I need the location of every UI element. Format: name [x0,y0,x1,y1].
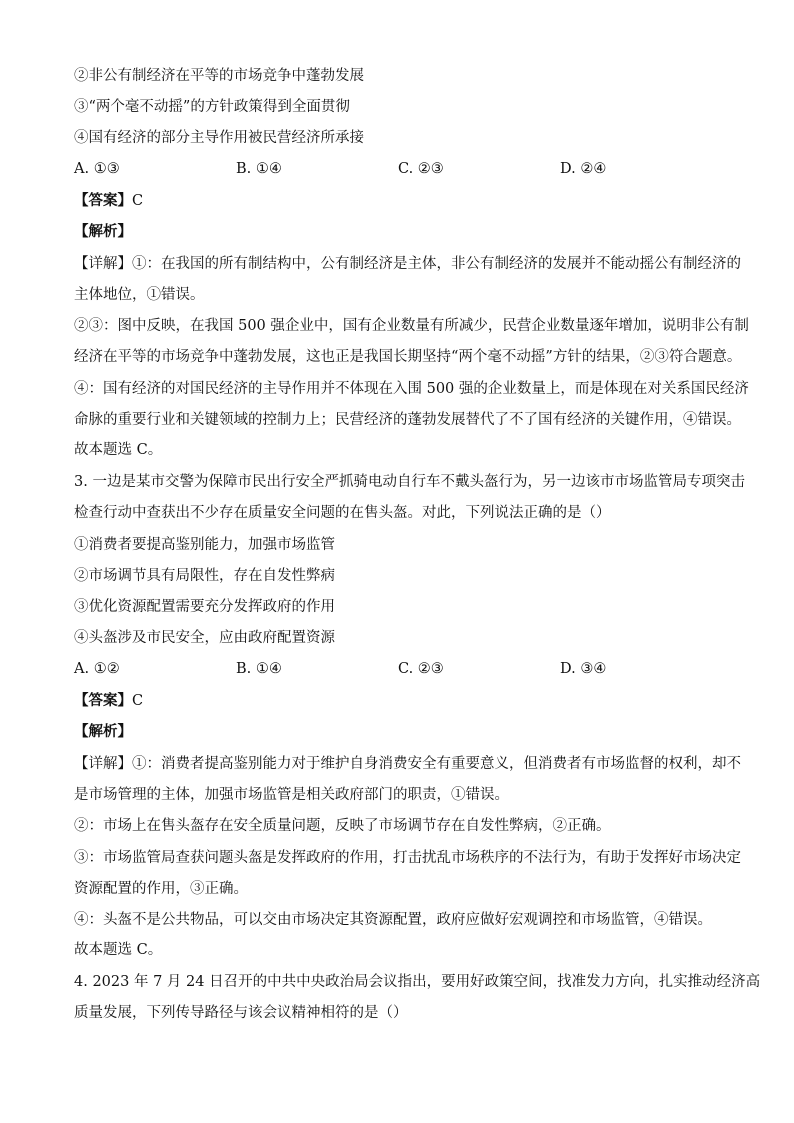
q3-detail-line: ③：市场监管局查获问题头盔是发挥政府的作用，打击扰乱市场秩序的不法行为，有助于发挥好市场决定 [74,850,741,866]
q2-answer-value: C [132,193,144,209]
q2-detail-line: 【详解】①：在我国的所有制结构中，公有制经济是主体，非公有制经济的发展并不能动摇公有制经济的 [74,256,741,272]
q3-choice-4: ④头盔涉及市民安全，应由政府配置资源 [74,630,335,646]
q3-detail-line: 是市场管理的主体，加强市场监管是相关政府部门的职责，①错误。 [74,787,509,803]
q3-detail-line: 【详解】①：消费者提高鉴别能力对于维护自身消费安全有重要意义，但消费者有市场监督的权利，却不 [74,756,741,772]
q4-stem-line: 4. 2023 年 7 月 24 日召开的中共中央政治局会议指出，要用好政策空间，找准发力方向，扎实推动经济高 [74,974,761,990]
q2-analysis-label: 【解析】 [74,223,132,240]
q2-option-d: D. ②④ [560,161,607,177]
q3-options [74,659,724,679]
q3-option-b: B. ①④ [236,661,282,677]
q3-choice-3: ③优化资源配置需要充分发挥政府的作用 [74,599,335,615]
q3-choice-1: ①消费者要提高鉴别能力，加强市场监管 [74,537,335,553]
q2-detail-line: 命脉的重要行业和关键领域的控制力上；民营经济的蓬勃发展替代了不了国有经济的关键作用，④错误。 [74,412,741,428]
q2-answer-label: 【答案】 [74,192,132,209]
q3-conclusion: 故本题选 C。 [74,942,163,958]
q3-option-c: C. ②③ [398,661,444,677]
q3-choice-2: ②市场调节具有局限性，存在自发性弊病 [74,568,335,584]
q2-detail-line: 主体地位，①错误。 [74,287,205,303]
q2-conclusion: 故本题选 C。 [74,442,163,458]
q2-choice-2: ②非公有制经济在平等的市场竞争中蓬勃发展 [74,68,364,84]
q2-detail-line: 经济在平等的市场竞争中蓬勃发展，这也正是我国长期坚持“两个毫不动摇”方针的结果，②③符合题意。 [74,349,742,365]
q3-answer [74,691,724,711]
q2-choice-3: ③“两个毫不动摇”的方针政策得到全面贯彻 [74,99,350,115]
q2-choice-4: ④国有经济的部分主导作用被民营经济所承接 [74,130,364,146]
q2-option-a: A. ①③ [74,161,120,177]
q3-analysis-label: 【解析】 [74,723,132,740]
q2-detail-line: ④：国有经济的对国民经济的主导作用并不体现在入围 500 强的企业数量上，而是体现在对关系国民经济 [74,381,749,397]
q3-detail-line: ②：市场上在售头盔存在安全质量问题，反映了市场调节存在自发性弊病，②正确。 [74,818,611,834]
q3-answer-value: C [132,693,144,709]
q2-option-c: C. ②③ [398,161,444,177]
q2-answer [74,191,724,211]
q3-detail-line: 资源配置的作用，③正确。 [74,881,248,897]
q3-answer-label: 【答案】 [74,692,132,709]
q3-stem-line: 检查行动中查获出不少存在质量安全问题的在售头盔。对此，下列说法正确的是（） [74,505,611,521]
q2-options [74,159,724,179]
q2-option-b: B. ①④ [236,161,282,177]
q3-stem-line: 3. 一边是某市交警为保障市民出行安全严抓骑电动自行车不戴头盔行为，另一边该市市场监管局专项突击 [74,474,745,490]
q3-option-d: D. ③④ [560,661,607,677]
q3-option-a: A. ①② [74,661,120,677]
q4-stem-line: 质量发展，下列传导路径与该会议精神相符的是（） [74,1005,408,1021]
q3-detail-line: ④：头盔不是公共物品，可以交由市场决定其资源配置，政府应做好宏观调控和市场监管，④错误。 [74,912,712,928]
q2-detail-line: ②③：图中反映，在我国 500 强企业中，国有企业数量有所减少，民营企业数量逐年增加，说明非公有制 [74,318,749,334]
